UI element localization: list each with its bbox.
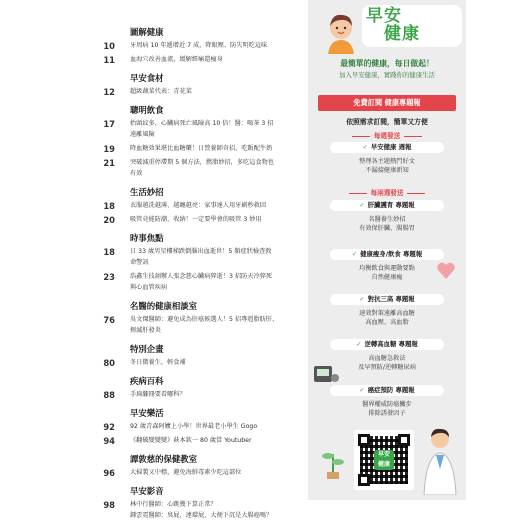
cancer-newsletter-option[interactable] [330, 385, 444, 396]
toc-item-title-cont: 遠離風險 [130, 131, 155, 138]
triple-desc-2: 高血壓、高血脂 [365, 319, 409, 326]
toc-section-heading: 譚敦慈的保健教室 [130, 454, 197, 464]
liver-desc-1: 名醫養生妙招 [368, 216, 406, 223]
toc-page-number: 18 [103, 247, 115, 257]
toc-page-number: 92 [103, 422, 115, 432]
cancer-newsletter-label: 癌症預防 專題報 [367, 386, 415, 394]
qr-code[interactable] [354, 430, 414, 490]
toc-item[interactable] [0, 467, 305, 479]
divider-line [404, 136, 422, 137]
check-icon: ✓ [359, 295, 365, 303]
toc-item[interactable] [0, 357, 305, 369]
toc-item[interactable] [0, 214, 305, 226]
toc-item-title: 降血糖效果堪比血糖藥！日營養師奇招，吃飯配牛奶 [130, 145, 273, 152]
toc-page-number: 98 [103, 500, 115, 510]
qr-finder [358, 434, 370, 446]
divider-line [407, 193, 425, 194]
qr-logo-text-1: 早安 [377, 451, 390, 458]
weekly-label: 每週發送 [373, 132, 401, 140]
toc-item[interactable] [0, 143, 305, 155]
toc-item-title-cont: 命警訊 [130, 259, 149, 266]
logo-text-line1: 早安 [366, 6, 402, 26]
toc-item-title: 浩鑫生技創辦人張念慈心臟病猝逝！3 招防天冷猝死 [130, 273, 273, 280]
check-icon: ✓ [359, 386, 365, 394]
slogan-main: 最簡單的健康，每日做起！ [340, 59, 434, 68]
check-icon: ✓ [356, 340, 362, 348]
divider-line [349, 193, 367, 194]
toc-page-number: 94 [103, 436, 115, 446]
weekly-newsletter-option[interactable] [330, 142, 444, 153]
biweekly-label: 每兩週發送 [370, 189, 404, 197]
toc-item-title: 大掃製又中標，避免海鮮毒素少吃這部位 [130, 469, 242, 476]
toc-item-title: 《翻破變變變》萩本欽一 80 歲當 Youtuber [130, 437, 252, 444]
biweekly-heading [308, 187, 466, 197]
toc-item-title-cont: 揮滅肝發炎 [130, 327, 161, 334]
toc-section-heading: 聰明飲食 [130, 105, 164, 115]
diet-desc-2: 自然健康瘦 [371, 274, 403, 281]
toc-item[interactable] [0, 54, 305, 66]
toc-item-title: 突破減重停滯期 5 個方法，燃脂妙招，多吃這食物也 [130, 159, 274, 166]
toc-item[interactable] [0, 314, 305, 334]
toc-page-number: 19 [103, 144, 115, 154]
toc-section-heading: 早安樂活 [130, 408, 164, 418]
toc-item[interactable] [0, 40, 305, 52]
toc-section-heading: 圖解健康 [130, 27, 164, 37]
weekly-desc-2: 不漏接健康新知 [365, 167, 409, 174]
reverse-desc-2: 及早預防/逆轉糖尿病 [358, 364, 416, 371]
slogan-sub: 加入早安健康，實踐你的健康生活 [339, 71, 435, 79]
triple-high-newsletter-label: 對抗三高 專題報 [367, 295, 415, 303]
toc-item[interactable] [0, 200, 305, 212]
diet-newsletter-option[interactable] [330, 249, 444, 260]
weekly-heading [308, 130, 466, 140]
qr-finder [358, 474, 370, 486]
toc-page-number: 20 [103, 215, 115, 225]
check-icon: ✓ [359, 201, 365, 209]
logo-text-line2: 健康 [384, 24, 420, 44]
toc-item-title-cont: 有效 [130, 170, 143, 177]
toc-page-number: 10 [103, 41, 115, 51]
toc-item-title: 冬日微養生，輕食補 [130, 359, 186, 366]
toc-item[interactable] [0, 157, 305, 177]
toc-item[interactable] [0, 86, 305, 98]
blood-sugar-newsletter-label: 逆轉高血糖 專題報 [364, 340, 418, 348]
toc-item-title: 血海穴改善血流，緩解經痛還瘦身 [130, 56, 223, 63]
qr-center-logo [374, 450, 394, 470]
toc-page-number: 18 [103, 201, 115, 211]
toc-page-number: 17 [103, 119, 115, 129]
check-icon: ✓ [351, 250, 358, 258]
toc-page-number: 80 [103, 358, 115, 368]
weekly-newsletter-label: 早安健康 週報 [370, 143, 412, 151]
toc-item-title: 手扁腳冊要看哪科？ [130, 391, 186, 398]
toc-item-title: 牙周病 10 年遞增近 7 成，降眼壓、防失明吃這味 [130, 42, 268, 49]
toc-page-number: 88 [103, 390, 115, 400]
plant-icon [320, 440, 346, 480]
cancer-desc-2: 排除誘發因子 [368, 410, 406, 417]
check-icon: ✓ [362, 143, 368, 151]
toc-item-title: 超級蔬菜代表：青花菜 [130, 88, 192, 95]
toc-item[interactable] [0, 118, 305, 138]
subscribe-subheader: 依照需求訂閱，簡單又方便 [346, 118, 428, 126]
toc-section-heading: 生活妙招 [130, 187, 164, 197]
toc-page-number: 76 [103, 315, 115, 325]
toc-item-title: 92 歲青森阿嬤上小學！世界最老小學生 Gogo [130, 423, 258, 430]
toc-item-title: 吳文傑醫師：避免成為肝癌候選人！5 招專剋脂肪肝、 [130, 316, 279, 323]
divider-line [352, 136, 370, 137]
toc-item[interactable] [0, 271, 305, 291]
toc-page-number: 11 [103, 55, 115, 65]
toc-item-title: 林中行醫師：心跳幾下算正常？ [130, 501, 217, 508]
doctor-icon [420, 425, 460, 495]
toc-item-title-cont: 鍾雲霓醫師：臭屁、連環屁、大便下沉是大腸癌嗎？ [130, 512, 273, 519]
blood-pressure-monitor-icon [312, 360, 340, 386]
qr-logo-text-2: 健康 [377, 461, 390, 468]
reverse-desc-1: 高血糖急救法 [368, 355, 406, 362]
toc-item[interactable] [0, 421, 305, 433]
heart-icon [436, 262, 456, 280]
toc-section-heading: 特別企畫 [130, 344, 164, 354]
qr-finder [398, 434, 410, 446]
toc-item-title: 吸管竟能防潮、收納！一定要學會的吸管 3 妙用 [130, 216, 262, 223]
toc-item[interactable] [0, 389, 305, 401]
toc-item[interactable] [0, 246, 305, 266]
toc-section-heading: 早安食材 [130, 73, 164, 83]
liver-newsletter-option[interactable] [330, 200, 444, 211]
liver-desc-2: 有效保肝臟、腸腸胃 [359, 225, 415, 232]
triple-desc-1: 速效對策遠離高血糖 [359, 310, 415, 317]
weekly-desc-1: 整理各主題熱門好文 [359, 158, 415, 165]
mascot-icon [318, 10, 364, 56]
toc-section-heading: 名醫的健康相談室 [130, 301, 197, 311]
toc-page-number: 12 [103, 87, 115, 97]
toc-section-heading: 早安影音 [130, 486, 164, 496]
toc-page-number: 96 [103, 468, 115, 478]
toc-item[interactable] [0, 499, 305, 519]
toc-section-heading: 疾病百科 [130, 376, 164, 386]
diet-newsletter-label: 健康瘦身/飲食 專題報 [360, 250, 423, 258]
blood-sugar-newsletter-option[interactable] [330, 339, 444, 350]
toc-page-number: 23 [103, 272, 115, 282]
liver-newsletter-label: 肝臟護育 專題報 [367, 201, 415, 209]
toc-page-number: 21 [103, 158, 115, 168]
diet-desc-1: 均衡飲食與運動要點 [359, 265, 415, 272]
toc-item-title: 日 33 歲男星樓梯跌倒腦出血逝世！5 類症狀檢查敦 [130, 248, 272, 255]
toc-item[interactable] [0, 435, 305, 447]
subscription-panel [308, 0, 466, 500]
subscribe-banner[interactable]: 免費訂閱 健康專題報 [318, 95, 456, 111]
cancer-desc-1: 醫界權威防癌撇步 [362, 401, 412, 408]
toc-item-title-cont: 與心血管疾病 [130, 284, 168, 291]
toc-item-title: 衣服越洗越薄、越纏越亮：家事達人用牙刷秒救回 [130, 202, 267, 209]
brand-header [308, 0, 466, 86]
toc-item-title: 抬頭紋多，心臟病死亡風險高 10 倍！醫：喝茶 3 招 [130, 120, 274, 127]
triple-high-newsletter-option[interactable] [330, 294, 444, 305]
toc-section-heading: 時事焦點 [130, 233, 164, 243]
